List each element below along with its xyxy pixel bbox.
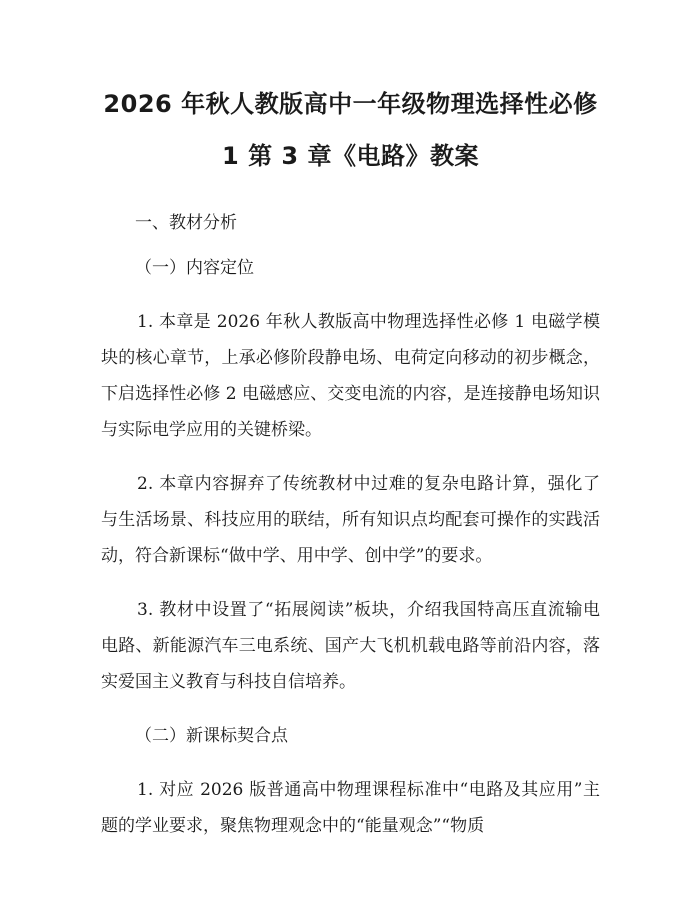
paragraph-curriculum-1: 1. 对应 2026 版普通高中物理课程标准中“电路及其应用”主题的学业要求，聚焦物理观念中的“能量观念”“物质 xyxy=(101,780,600,836)
paragraph-positioning-1: 1. 本章是 2026 年秋人教版高中物理选择性必修 1 电磁学模块的核心章节，上承必修阶段静电场、电荷定向移动的初步概念，下启选择性必修 2 电磁感应、交变电流的内容，是连接静电场知识与实际电学应用的关键桥梁。 xyxy=(101,312,600,440)
title-line-1: 2026 年秋人教版高中一年级物理选择性必修 xyxy=(103,90,598,118)
title-line-2: 1 第 3 章《电路》教案 xyxy=(222,142,479,170)
document-title xyxy=(101,0,600,182)
section-heading-textbook-analysis: 一、教材分析 xyxy=(135,213,237,233)
paragraph-positioning-2: 2. 本章内容摒弃了传统教材中过难的复杂电路计算，强化了与生活场景、科技应用的联结，所有知识点均配套可操作的实践活动，符合新课标“做中学、用中学、创中学”的要求。 xyxy=(101,474,600,566)
subsection-heading-curriculum-fit: （二）新课标契合点 xyxy=(135,726,288,746)
paragraph-positioning-3: 3. 教材中设置了“拓展阅读”板块，介绍我国特高压直流输电电路、新能源汽车三电系统、国产大飞机机载电路等前沿内容，落实爱国主义教育与科技自信培养。 xyxy=(101,600,600,692)
subsection-heading-content-positioning: （一）内容定位 xyxy=(135,258,254,278)
